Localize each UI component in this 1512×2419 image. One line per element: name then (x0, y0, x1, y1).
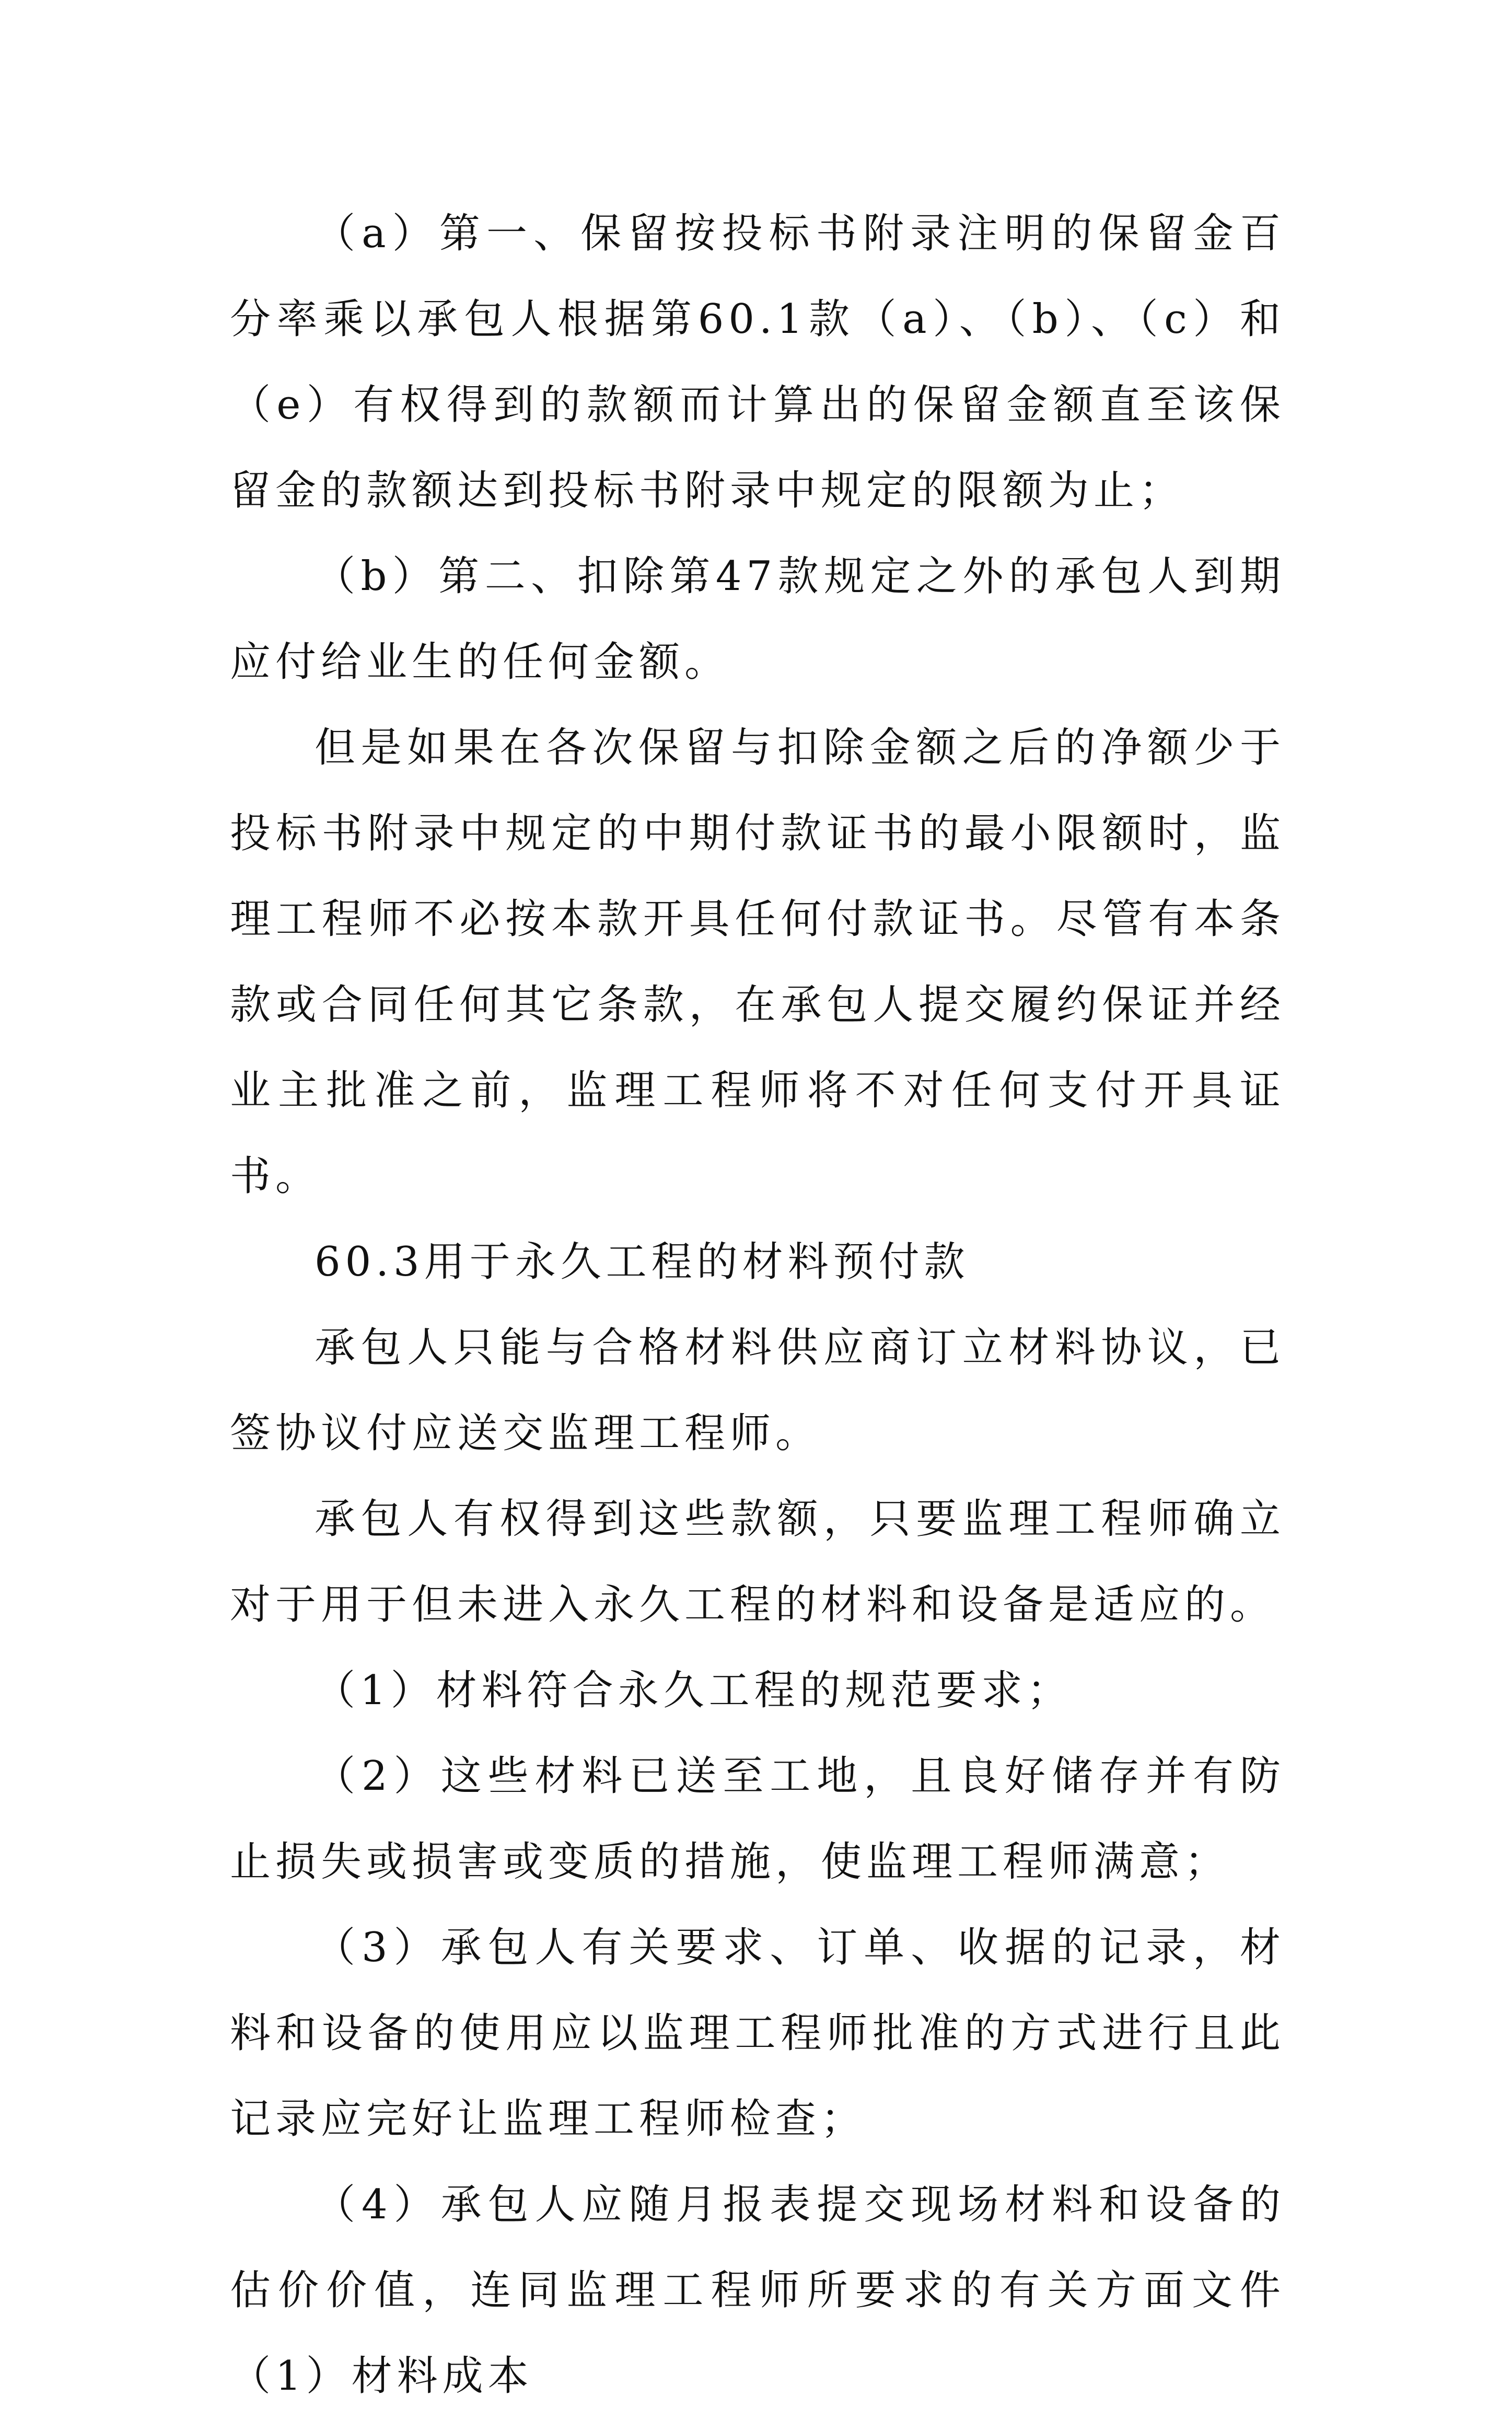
section-heading-60-3: 60.3用于永久工程的材料预付款 (315, 1239, 970, 1286)
list-item-4: （4）承包人应随月报表提交现场材料和设备的估价价值，连同监理工程师所要求的有关方面文件（1）材料成本 (230, 2181, 1285, 2400)
paragraph-minimum-certificate: 但是如果在各次保留与扣除金额之后的净额少于投标书附录中规定的中期付款证书的最小限额时，监理工程师不必按本款开具任何付款证书。尽管有本条款或合同任何其它条款，在承包人提交履约保证并经业主批准之前，监理工程师将不对任何支付开具证书。 (230, 724, 1285, 1200)
paragraph-retention-a: （a）第一、保留按投标书附录注明的保留金百分率乘以承包人根据第60.1款（a）、（b）、（c）和（e）有权得到的款额而计算出的保留金额直至该保留金的款额达到投标书附录中规定的限额为止； (230, 210, 1285, 514)
paragraph-material-agreement: 承包人只能与合格材料供应商订立材料协议，已签协议付应送交监理工程师。 (230, 1324, 1285, 1457)
list-item-3: （3）承包人有关要求、订单、收据的记录，材料和设备的使用应以监理工程师批准的方式进行且此记录应完好让监理工程师检查； (230, 1924, 1285, 2143)
paragraph-entitlement: 承包人有权得到这些款额，只要监理工程师确立对于用于但未进入永久工程的材料和设备是适应的。 (230, 1496, 1285, 1628)
paragraph-deduction-b: （b）第二、扣除第47款规定之外的承包人到期应付给业生的任何金额。 (230, 553, 1285, 686)
list-item-2: （2）这些材料已送至工地，且良好储存并有防止损失或损害或变质的措施，使监理工程师满意； (230, 1753, 1285, 1885)
list-item-1: （1）材料符合永久工程的规范要求； (315, 1667, 1073, 1714)
document-body (230, 191, 1285, 2419)
